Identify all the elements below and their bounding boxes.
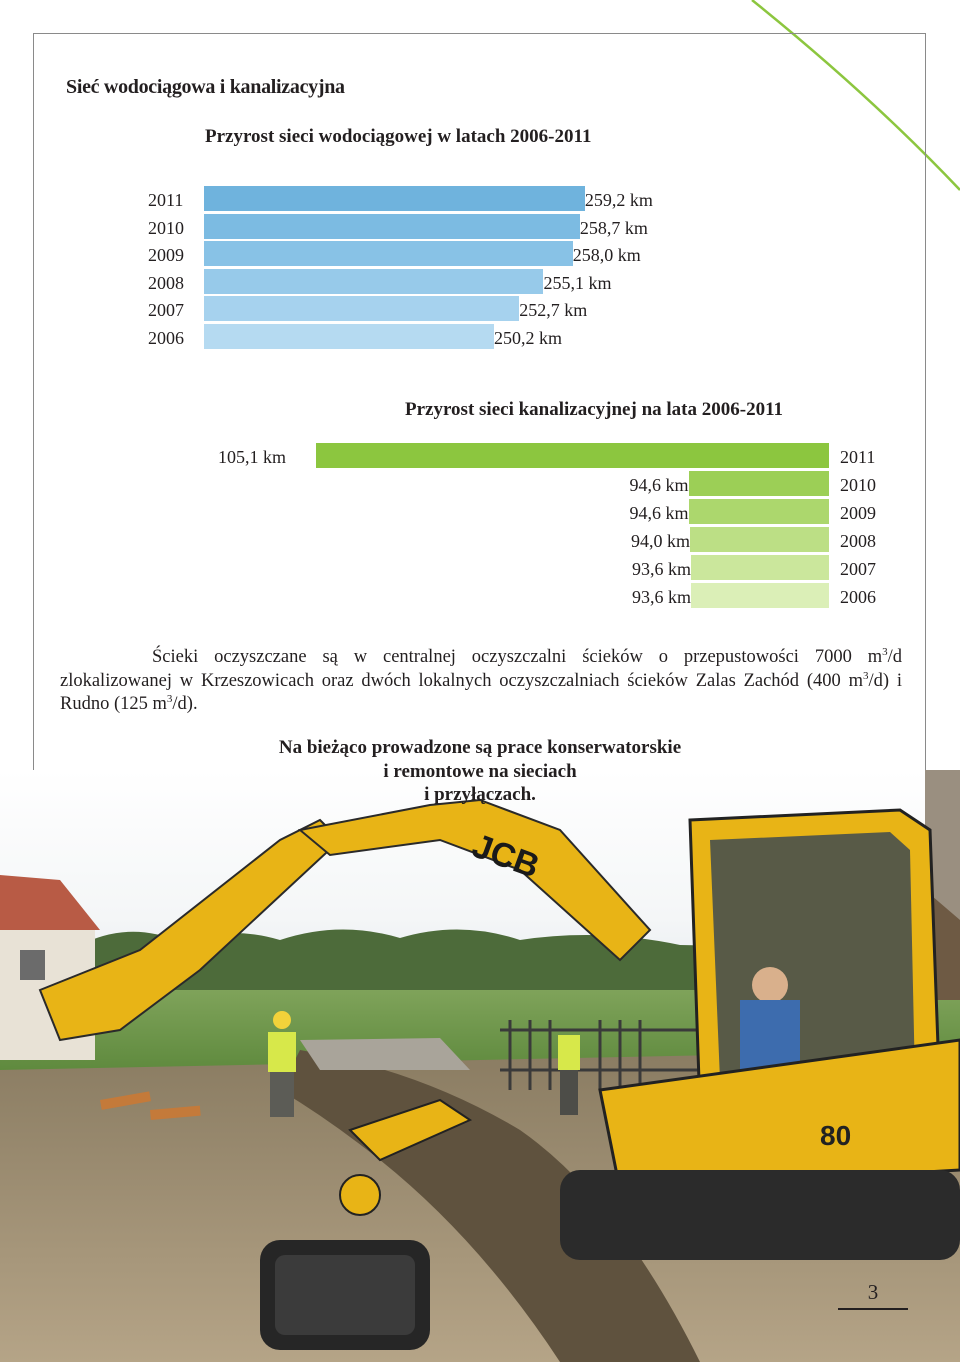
chart-bar (204, 214, 580, 239)
chart-bar (691, 583, 829, 608)
value-label: 93,6 km (631, 587, 691, 607)
excavator-photo (0, 770, 960, 1362)
year-label: 2009 (840, 503, 876, 523)
model-number: 80 (820, 1120, 852, 1151)
year-label: 2006 (840, 587, 876, 607)
chart-bar (316, 443, 829, 468)
year-label: 2010 (148, 217, 184, 238)
worker-right (558, 1035, 580, 1115)
chart-bar (204, 324, 494, 349)
page-number: 3 (838, 1280, 908, 1310)
caption-line-3: i przyłączach. (424, 784, 536, 805)
year-label: 2011 (148, 190, 184, 210)
value-label: 250,2 km (494, 327, 563, 348)
section-title: Sieć wodociągowa i kanalizacyjna (66, 76, 345, 98)
year-label: 2009 (148, 245, 184, 265)
chart-bar (690, 527, 829, 552)
jcb-logo: JCB (467, 826, 545, 886)
year-label: 2008 (840, 531, 876, 551)
chart-bar (204, 186, 585, 211)
year-label: 2007 (840, 559, 876, 579)
caption-line-2: i remontowe na sieciach (383, 760, 577, 782)
value-label: 259,2 km (584, 190, 653, 210)
value-label: 258,0 km (572, 245, 641, 265)
sewer-chart-title: Przyrost sieci kanalizacyjnej na lata 2006-2011 (405, 399, 784, 420)
value-label: 94,0 km (630, 531, 690, 551)
sewage-paragraph: Ścieki oczyszczane są w centralnej oczyszczalni ścieków o przepustowości 7000 $m^3/d$ zlokalizowanej w Krzeszowicach oraz dwóch lokalnych oczyszczalniach ścieków Zalas Zachód (400 $m^3/d$) i Rudno (125 $m^3/d$). (60, 646, 902, 714)
value-label: 93,6 km (631, 559, 691, 579)
year-label: 2006 (148, 327, 184, 348)
value-label: 94,6 km (629, 503, 689, 523)
chart-bar (204, 269, 543, 294)
photo-caption (180, 736, 780, 807)
caption-line-1: Na bieżąco prowadzone są prace konserwatorskie (278, 737, 682, 758)
value-label: 252,7 km (519, 300, 588, 320)
value-label: 258,7 km (579, 217, 648, 238)
value-label: 255,1 km (543, 272, 612, 293)
value-label: 94,6 km (629, 475, 689, 495)
year-label: 2007 (148, 300, 184, 320)
year-label: 2010 (840, 475, 876, 495)
chart-bar (691, 555, 829, 580)
year-label: 2008 (148, 272, 184, 293)
value-label: 105,1 km (218, 447, 287, 467)
water-chart-title: Przyrost sieci wodociągowej w latach 2006-2011 (205, 126, 592, 147)
chart-bar (204, 296, 519, 321)
chart-bar (689, 471, 830, 496)
year-label: 2011 (840, 447, 876, 467)
chart-bar (204, 241, 573, 266)
chart-bar (689, 499, 830, 524)
